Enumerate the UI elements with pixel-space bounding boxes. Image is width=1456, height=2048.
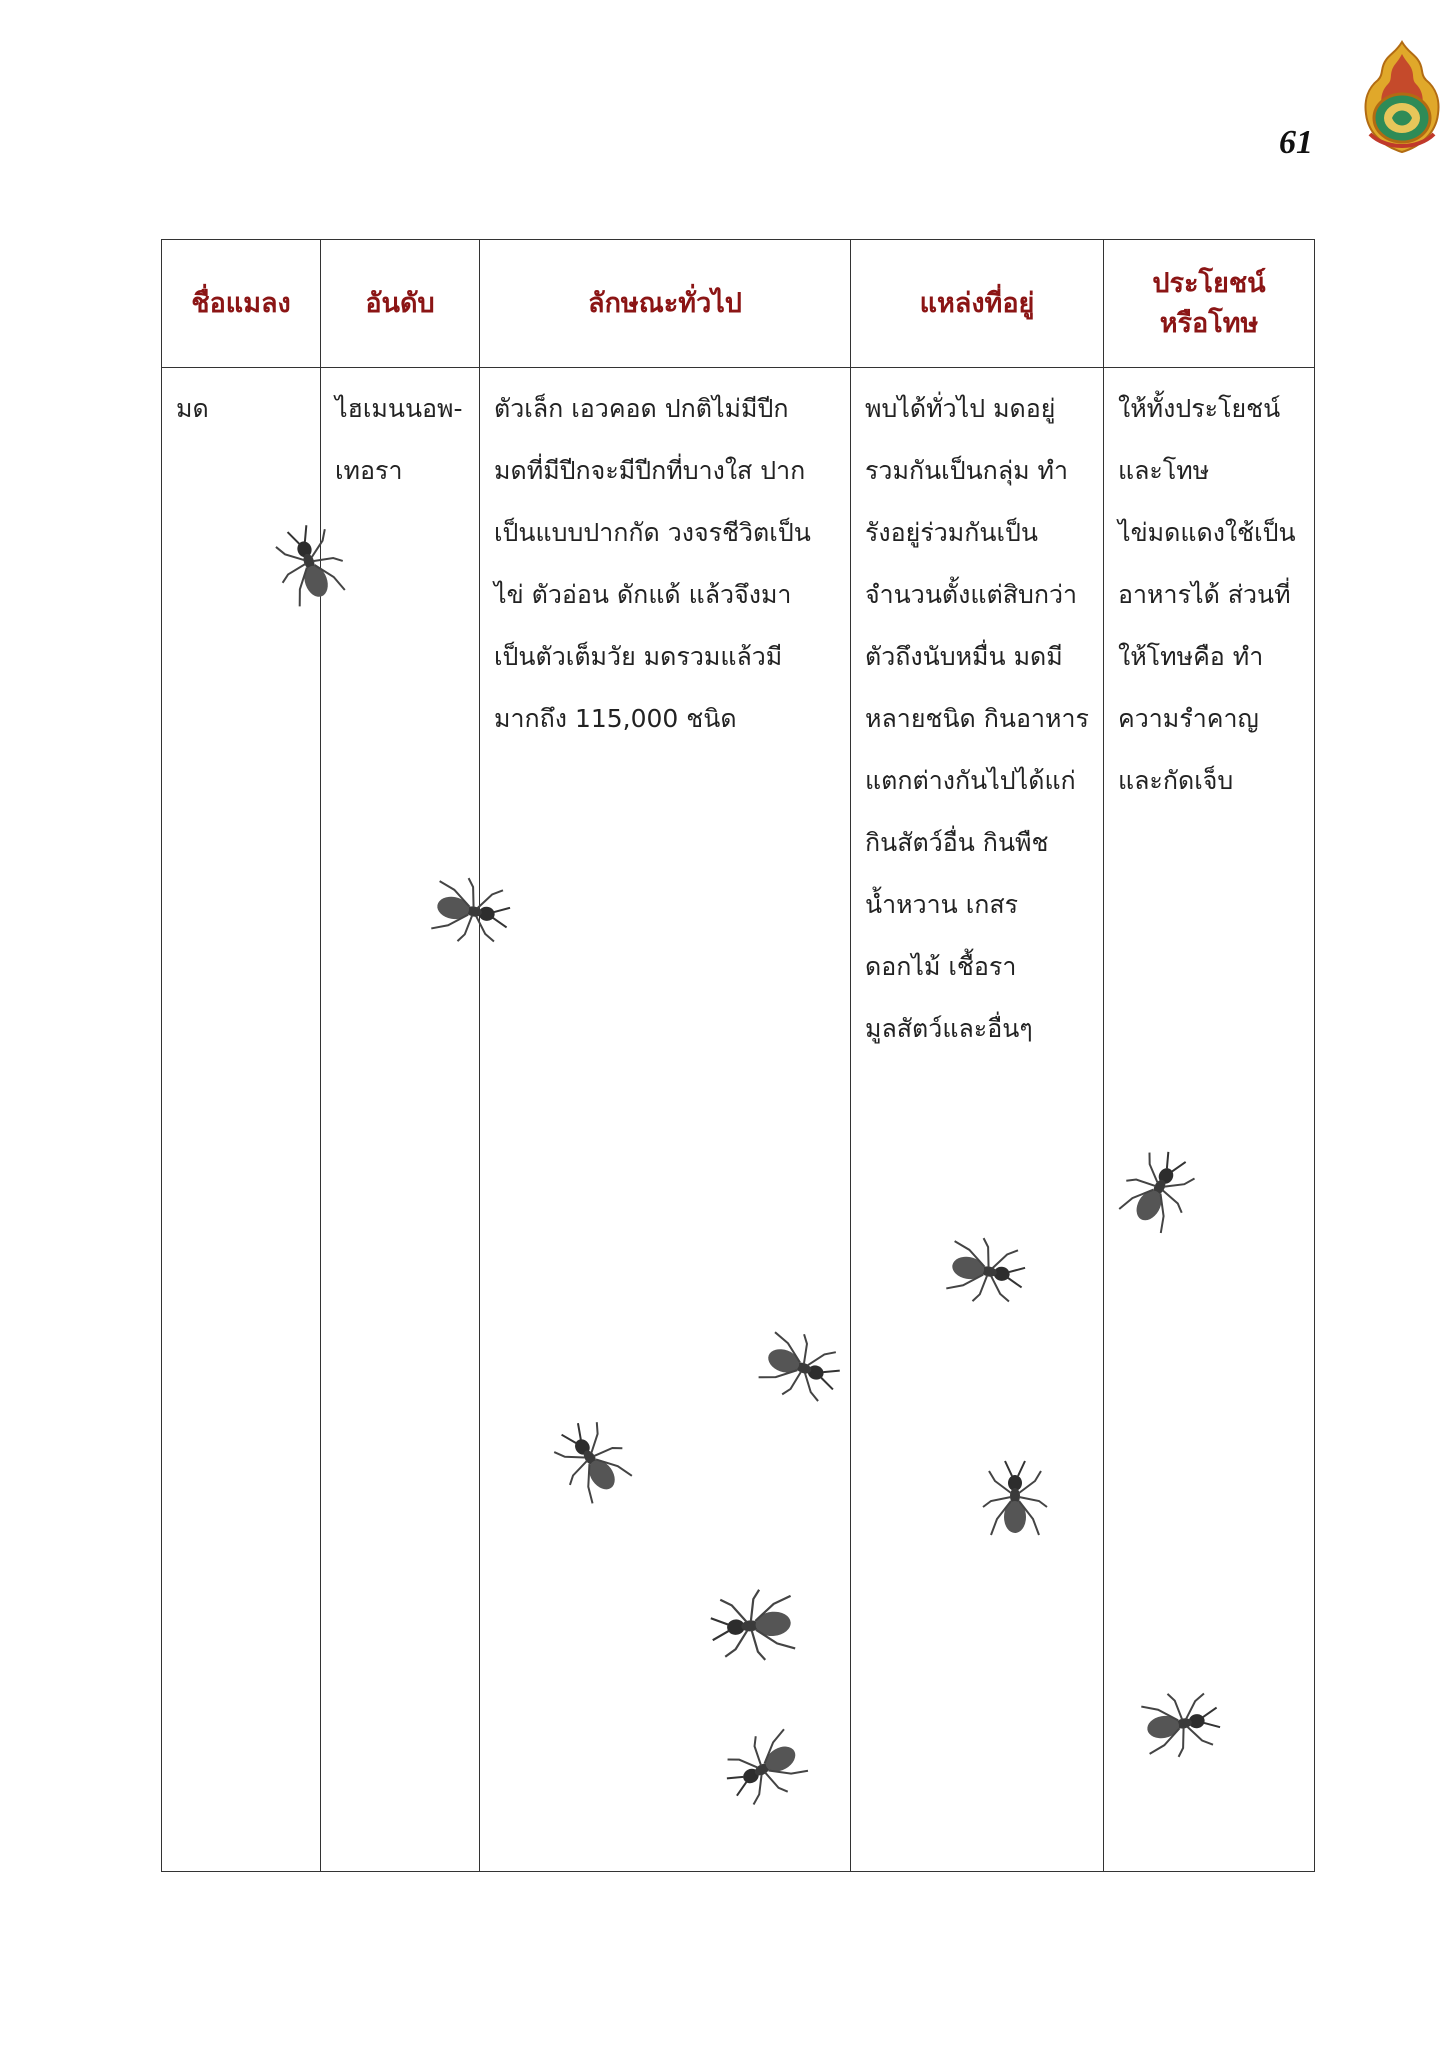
text-line: มูลสัตว์และอื่นๆ	[865, 1014, 1033, 1043]
text-line: รวมกันเป็นกลุ่ม ทำ	[865, 456, 1069, 485]
text-line: ไฮเมนนอพ-	[335, 394, 463, 423]
text-line: กินสัตว์อื่น กินพืช	[865, 828, 1049, 857]
header-benefit-harm: ประโยชน์หรือโทษ	[1104, 240, 1315, 368]
text-line: เป็นแบบปากกัด วงจรชีวิตเป็น	[494, 518, 811, 547]
page-number: 61	[1279, 124, 1313, 161]
cell-benefit-harm	[1104, 368, 1315, 1872]
table-header-row	[162, 240, 1315, 368]
text-line: และโทษ	[1118, 456, 1210, 485]
text-line: ดอกไม้ เชื้อรา	[865, 952, 1017, 981]
text-line: รังอยู่ร่วมกันเป็น	[865, 518, 1038, 547]
ant-icon	[970, 1440, 1060, 1570]
ant-icon	[1110, 1140, 1200, 1250]
text-line: ให้ทั้งประโยชน์	[1118, 394, 1281, 423]
ant-icon	[925, 1220, 1035, 1320]
text-line: ไข่มดแดงใช้เป็น	[1118, 518, 1296, 547]
text-line: เป็นตัวเต็มวัย มดรวมแล้วมี	[494, 642, 783, 671]
header-characteristics: ลักษณะทั่วไป	[480, 240, 851, 368]
text-line: อาหารได้ ส่วนที่	[1118, 580, 1291, 609]
ant-icon	[745, 1315, 845, 1415]
text-line: พบได้ทั่วไป มดอยู่	[865, 394, 1056, 423]
emblem-logo-icon	[1356, 38, 1448, 156]
text-line: ตัวถึงนับหมื่น มดมี	[865, 642, 1063, 671]
text-line: ไข่ ตัวอ่อน ดักแด้ แล้วจึงมา	[494, 580, 792, 609]
header-habitat: แหล่งที่อยู่	[851, 240, 1104, 368]
ant-icon	[410, 860, 520, 960]
header-order: อันดับ	[321, 240, 480, 368]
ant-icon	[262, 510, 362, 630]
text-line: มากถึง 115,000 ชนิด	[494, 704, 737, 733]
text-line: แตกต่างกันไปได้แก่	[865, 766, 1076, 795]
text-line: มดที่มีปีกจะมีปีกที่บางใส ปาก	[494, 456, 806, 485]
insect-name: มด	[176, 394, 209, 423]
ant-icon	[1110, 1680, 1240, 1770]
text-line: ตัวเล็ก เอวคอด ปกติไม่มีปีก	[494, 394, 789, 423]
cell-habitat	[851, 368, 1104, 1872]
text-line: ความรำคาญ	[1118, 704, 1259, 733]
text-line: ให้โทษคือ ทำ	[1118, 642, 1264, 671]
text-line: และกัดเจ็บ	[1118, 766, 1234, 795]
text-line: เทอรา	[335, 456, 403, 485]
ant-icon	[715, 1715, 825, 1815]
text-line: จำนวนตั้งแต่สิบกว่า	[865, 580, 1078, 609]
ant-icon	[545, 1405, 645, 1525]
ant-icon	[690, 1575, 830, 1675]
header-insect-name: ชื่อแมลง	[162, 240, 321, 368]
text-line: หลายชนิด กินอาหาร	[865, 704, 1089, 733]
text-line: น้ำหวาน เกสร	[865, 890, 1019, 919]
